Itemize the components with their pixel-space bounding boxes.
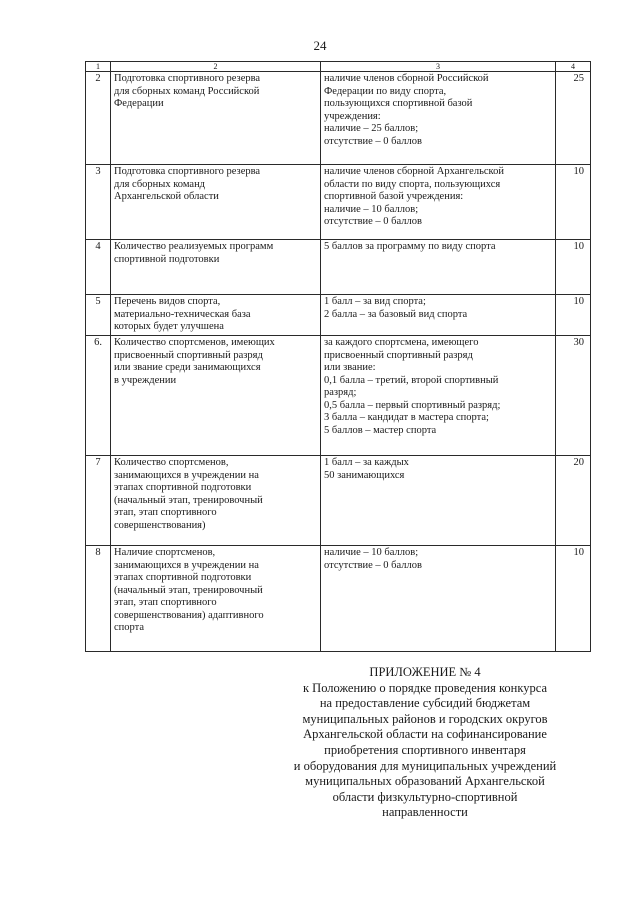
column-number: 4	[556, 62, 591, 72]
appendix-line: Архангельской области на софинансирование	[303, 727, 547, 742]
table-row	[86, 240, 591, 295]
column-number: 3	[321, 62, 556, 72]
row-number: 4	[86, 240, 111, 295]
column-number: 2	[111, 62, 321, 72]
scoring-cell: за каждого спортсмена, имеющего присвоенный спортивный разряд или звание: 0,1 балла – третий, второй спортивный разряд; 0,5 балла – первый спортивный разряд; 3 балла – кандидат в мастера спорта; 5 баллов – мастер спорта	[321, 336, 556, 456]
criterion-cell: Подготовка спортивного резерва для сборных команд Архангельской области	[111, 165, 321, 240]
page-number: 24	[313, 38, 327, 53]
appendix-header	[255, 665, 595, 821]
appendix-line: муниципальных образований Архангельской	[305, 774, 545, 789]
column-number: 1	[86, 62, 111, 72]
table-row	[86, 165, 591, 240]
appendix-line: к Положению о порядке проведения конкурса	[302, 680, 548, 695]
appendix-line: направленности	[382, 805, 468, 820]
scoring-cell: наличие – 10 баллов; отсутствие – 0 баллов	[321, 546, 556, 652]
scoring-cell: наличие членов сборной Архангельской области по виду спорта, пользующихся спортивной базой учреждения: наличие – 10 баллов; отсутствие – 0 баллов	[321, 165, 556, 240]
criterion-cell: Количество спортсменов, занимающихся в учреждении на этапах спортивной подготовки (начальный этап, тренировочный этап, этап спортивного совершенствования)	[111, 456, 321, 546]
table-row	[86, 546, 591, 652]
appendix-line: муниципальных районов и городских округов	[302, 711, 548, 726]
max-score-cell: 25	[556, 72, 591, 165]
appendix-line: приобретения спортивного инвентаря	[324, 742, 526, 757]
table-row	[86, 336, 591, 456]
row-number: 8	[86, 546, 111, 652]
row-number: 3	[86, 165, 111, 240]
appendix-line: области физкультурно-спортивной	[332, 789, 518, 804]
appendix-line: и оборудования для муниципальных учреждений	[293, 758, 557, 773]
column-number-row	[86, 62, 591, 72]
criterion-cell: Перечень видов спорта, материально-техническая база которых будет улучшена	[111, 295, 321, 336]
max-score-cell: 10	[556, 295, 591, 336]
table-row	[86, 295, 591, 336]
criterion-cell: Наличие спортсменов, занимающихся в учреждении на этапах спортивной подготовки (начальный этап, тренировочный этап, этап спортивного совершенствования) адаптивного спорта	[111, 546, 321, 652]
row-number: 2	[86, 72, 111, 165]
appendix-line: на предоставление субсидий бюджетам	[319, 696, 531, 711]
table-row	[86, 456, 591, 546]
scoring-cell: наличие членов сборной Российской Федерации по виду спорта, пользующихся спортивной базой учреждения: наличие – 25 баллов; отсутствие – 0 баллов	[321, 72, 556, 165]
max-score-cell: 10	[556, 165, 591, 240]
criterion-cell: Количество спортсменов, имеющих присвоенный спортивный разряд или звание среди занимающихся в учреждении	[111, 336, 321, 456]
criterion-cell: Количество реализуемых программ спортивной подготовки	[111, 240, 321, 295]
row-number: 7	[86, 456, 111, 546]
criteria-table	[85, 61, 591, 652]
scoring-cell: 5 баллов за программу по виду спорта	[321, 240, 556, 295]
max-score-cell: 30	[556, 336, 591, 456]
max-score-cell: 10	[556, 546, 591, 652]
row-number: 5	[86, 295, 111, 336]
appendix-title: ПРИЛОЖЕНИЕ № 4	[369, 665, 481, 679]
max-score-cell: 20	[556, 456, 591, 546]
table-row	[86, 72, 591, 165]
max-score-cell: 10	[556, 240, 591, 295]
scoring-cell: 1 балл – за каждых 50 занимающихся	[321, 456, 556, 546]
scoring-cell: 1 балл – за вид спорта; 2 балла – за базовый вид спорта	[321, 295, 556, 336]
criterion-cell: Подготовка спортивного резерва для сборных команд Российской Федерации	[111, 72, 321, 165]
row-number: 6.	[86, 336, 111, 456]
